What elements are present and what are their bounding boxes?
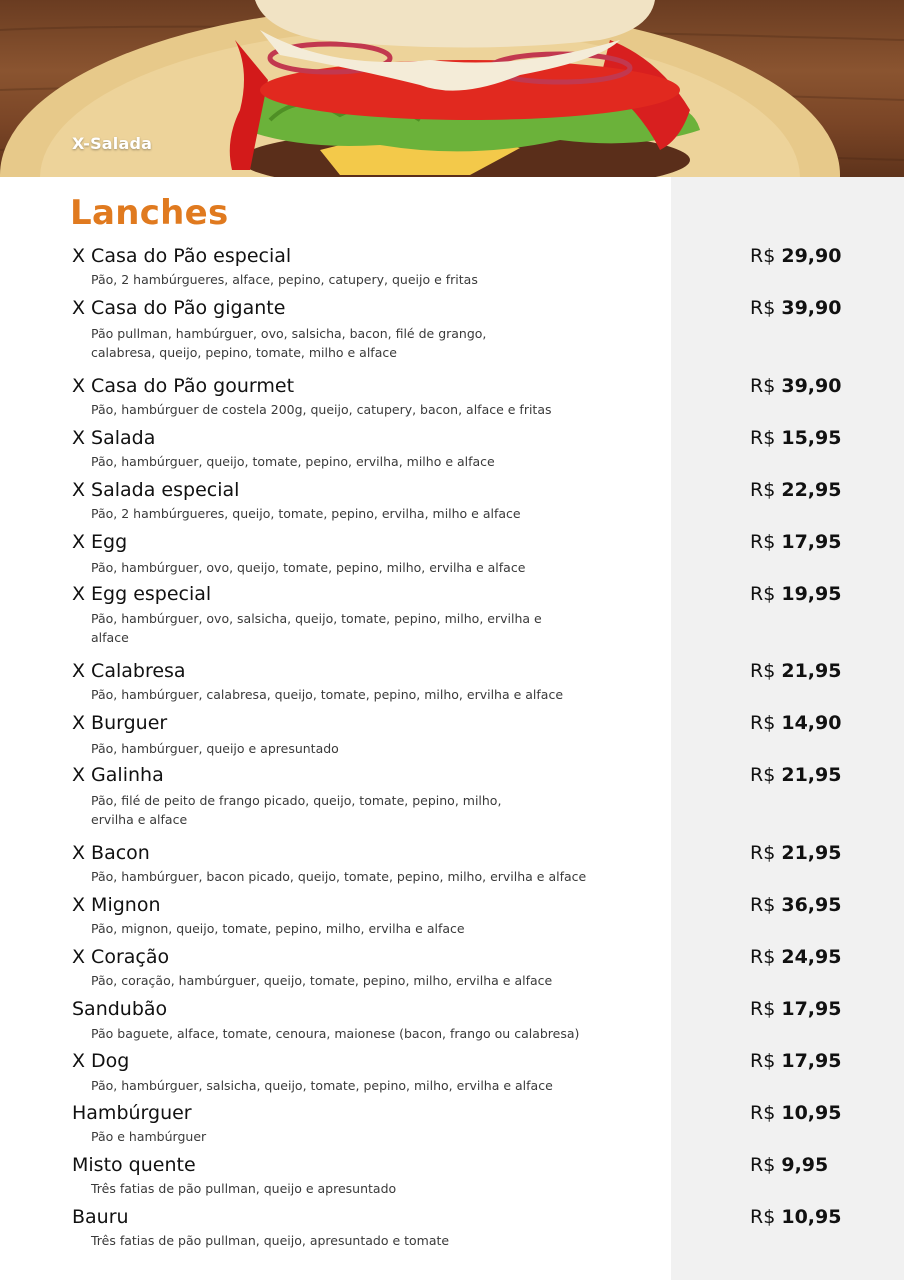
price-currency: R$ <box>750 946 776 968</box>
price-currency: R$ <box>750 998 776 1020</box>
price-value: 14,90 <box>781 712 842 734</box>
item-price <box>750 894 841 916</box>
price-currency: R$ <box>750 583 776 605</box>
item-name: Misto quente <box>72 1154 196 1176</box>
item-name: X Burguer <box>72 712 168 734</box>
item-price <box>750 1154 828 1176</box>
item-description: Pão, hambúrguer, bacon picado, queijo, tomate, pepino, milho, ervilha e alface <box>91 869 587 884</box>
price-value: 21,95 <box>781 660 842 682</box>
item-price <box>750 764 841 786</box>
item-name: X Galinha <box>72 764 164 786</box>
item-description: Pão, hambúrguer, ovo, salsicha, queijo, tomate, pepino, milho, ervilha e alface <box>91 611 542 645</box>
price-currency: R$ <box>750 842 776 864</box>
item-description: Pão, filé de peito de frango picado, queijo, tomate, pepino, milho, ervilha e alface <box>91 793 502 827</box>
item-description: Pão, hambúrguer, calabresa, queijo, tomate, pepino, milho, ervilha e alface <box>91 687 564 702</box>
item-name: X Egg especial <box>72 583 212 605</box>
item-name: Bauru <box>72 1206 129 1228</box>
item-price <box>750 712 841 734</box>
item-price <box>750 998 841 1020</box>
item-description: Pão, 2 hambúrgueres, alface, pepino, catupery, queijo e fritas <box>91 272 478 287</box>
item-description: Pão, hambúrguer, queijo e apresuntado <box>91 741 339 756</box>
item-name: X Salada <box>72 427 156 449</box>
item-price <box>750 479 841 501</box>
price-currency: R$ <box>750 479 776 501</box>
item-price <box>750 297 841 319</box>
item-description: Pão, hambúrguer, ovo, queijo, tomate, pepino, milho, ervilha e alface <box>91 560 526 575</box>
item-description: Pão, hambúrguer de costela 200g, queijo, catupery, bacon, alface e fritas <box>91 402 552 417</box>
price-value: 10,95 <box>781 1102 842 1124</box>
price-currency: R$ <box>750 894 776 916</box>
item-description: Três fatias de pão pullman, queijo e apresuntado <box>91 1181 397 1196</box>
price-currency: R$ <box>750 531 776 553</box>
price-value: 39,90 <box>781 297 842 319</box>
item-description: Pão, coração, hambúrguer, queijo, tomate, pepino, milho, ervilha e alface <box>91 973 553 988</box>
item-name: X Egg <box>72 531 128 553</box>
item-price <box>750 1206 841 1228</box>
hero-caption: X-Salada <box>72 134 153 153</box>
price-currency: R$ <box>750 245 776 267</box>
item-name: X Coração <box>72 946 170 968</box>
price-value: 21,95 <box>781 842 842 864</box>
price-value: 36,95 <box>781 894 842 916</box>
price-value: 17,95 <box>781 531 842 553</box>
price-value: 17,95 <box>781 998 842 1020</box>
price-value: 22,95 <box>781 479 842 501</box>
item-name: Hambúrguer <box>72 1102 192 1124</box>
item-price <box>750 531 841 553</box>
item-description: Pão pullman, hambúrguer, ovo, salsicha, bacon, filé de grango, calabresa, queijo, pepino, tomate, milho e alface <box>91 326 487 360</box>
item-price <box>750 660 841 682</box>
item-description: Pão baguete, alface, tomate, cenoura, maionese (bacon, frango ou calabresa) <box>91 1026 580 1041</box>
item-name: X Salada especial <box>72 479 240 501</box>
item-name: X Casa do Pão especial <box>72 245 292 267</box>
price-value: 39,90 <box>781 375 842 397</box>
item-name: X Casa do Pão gigante <box>72 297 286 319</box>
price-currency: R$ <box>750 297 776 319</box>
item-name: X Dog <box>72 1050 130 1072</box>
item-description: Pão, mignon, queijo, tomate, pepino, milho, ervilha e alface <box>91 921 465 936</box>
price-value: 29,90 <box>781 245 842 267</box>
item-description: Pão, hambúrguer, queijo, tomate, pepino, ervilha, milho e alface <box>91 454 495 469</box>
price-currency: R$ <box>750 427 776 449</box>
item-price <box>750 375 841 397</box>
price-currency: R$ <box>750 660 776 682</box>
price-value: 15,95 <box>781 427 842 449</box>
item-description: Três fatias de pão pullman, queijo, apresuntado e tomate <box>91 1233 450 1248</box>
price-value: 17,95 <box>781 1050 842 1072</box>
item-price <box>750 427 841 449</box>
item-price <box>750 245 841 267</box>
price-currency: R$ <box>750 1102 776 1124</box>
section-title: Lanches <box>70 193 229 233</box>
price-value: 19,95 <box>781 583 842 605</box>
item-description: Pão, hambúrguer, salsicha, queijo, tomate, pepino, milho, ervilha e alface <box>91 1078 553 1093</box>
item-price <box>750 842 841 864</box>
item-name: X Mignon <box>72 894 161 916</box>
item-name: Sandubão <box>72 998 168 1020</box>
price-currency: R$ <box>750 1154 776 1176</box>
item-name: X Calabresa <box>72 660 186 682</box>
hero-image <box>0 0 904 177</box>
price-currency: R$ <box>750 764 776 786</box>
item-description: Pão, 2 hambúrgueres, queijo, tomate, pepino, ervilha, milho e alface <box>91 506 521 521</box>
item-price <box>750 1050 841 1072</box>
price-currency: R$ <box>750 1206 776 1228</box>
item-price <box>750 583 841 605</box>
price-currency: R$ <box>750 1050 776 1072</box>
item-name: X Casa do Pão gourmet <box>72 375 295 397</box>
price-value: 9,95 <box>781 1154 829 1176</box>
price-value: 10,95 <box>781 1206 842 1228</box>
item-description: Pão e hambúrguer <box>91 1129 207 1144</box>
price-currency: R$ <box>750 712 776 734</box>
price-value: 21,95 <box>781 764 842 786</box>
item-price <box>750 946 841 968</box>
price-value: 24,95 <box>781 946 842 968</box>
price-currency: R$ <box>750 375 776 397</box>
item-price <box>750 1102 841 1124</box>
item-name: X Bacon <box>72 842 150 864</box>
